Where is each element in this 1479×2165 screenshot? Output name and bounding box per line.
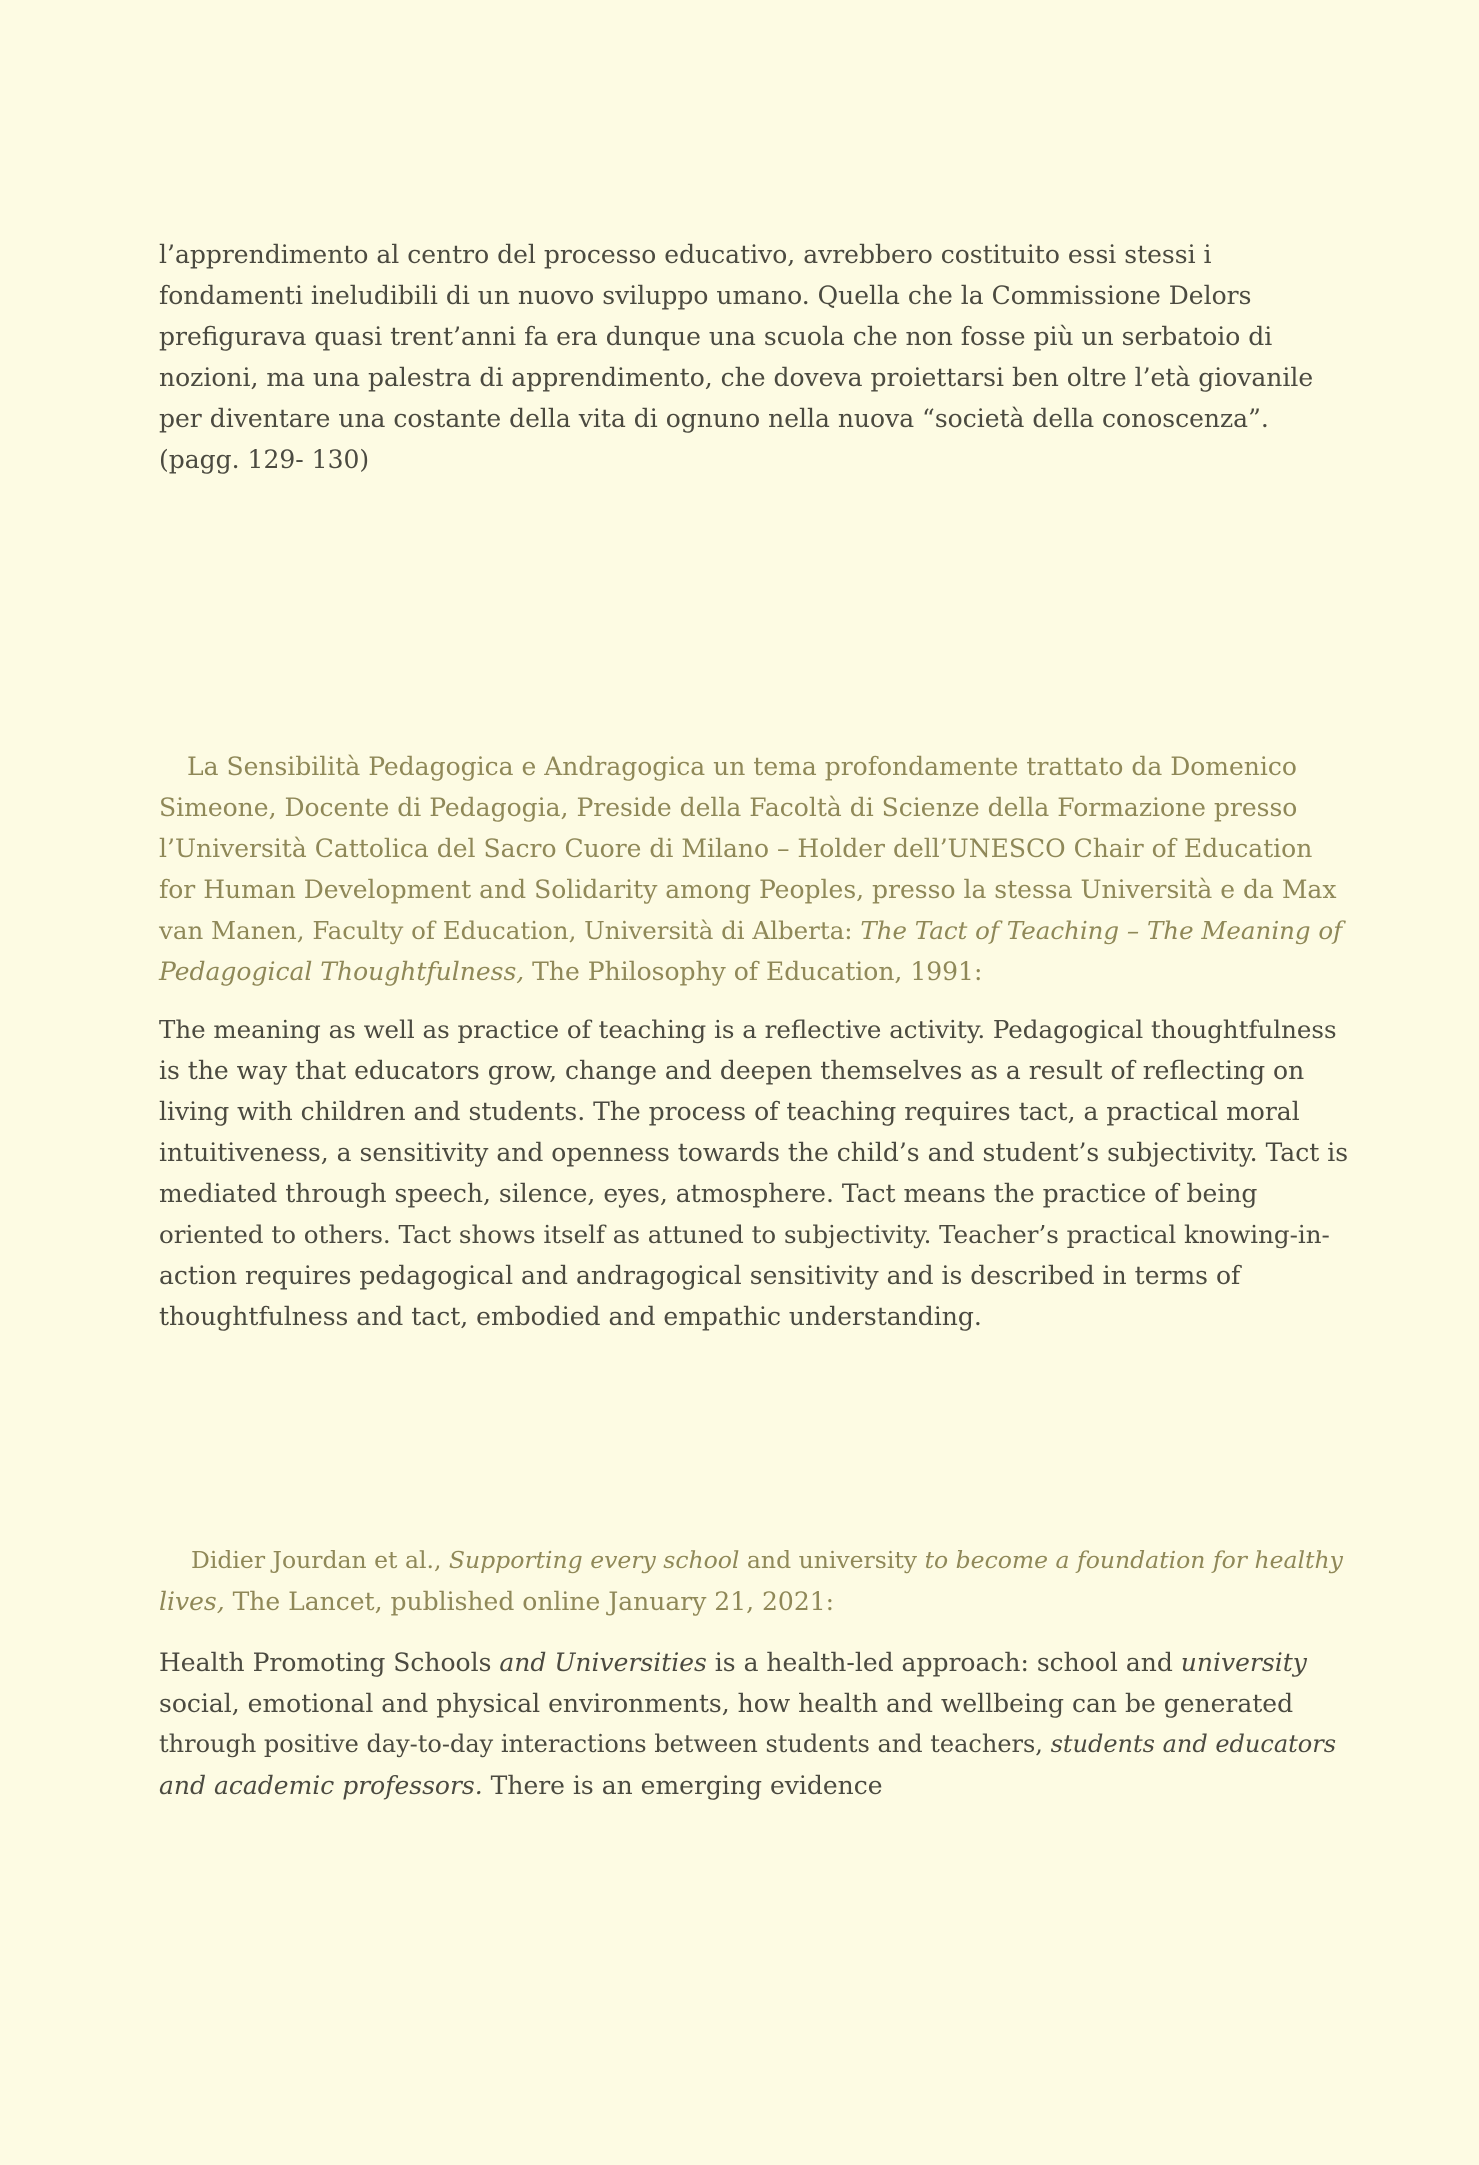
book-title: Pedagogical Thoughtfulness, xyxy=(159,957,525,986)
text-line: l’apprendimento al centro del processo educativo, avrebbero costituito essi stessi i xyxy=(159,240,1212,269)
quote-delors xyxy=(159,234,1349,480)
text-run: The Philosophy of Education, 1991: xyxy=(524,957,983,986)
text-line: intuitiveness, a sensitivity and openness towards the child’s and student’s subjectivity. Tact is xyxy=(159,1138,1349,1167)
text-line xyxy=(159,951,1349,992)
text-line xyxy=(159,910,1349,951)
text-line xyxy=(159,1765,1349,1806)
text-run: through positive day-to-day interactions between students and teachers, xyxy=(159,1730,1051,1758)
text-line: fondamenti ineludibili di un nuovo sviluppo umano. Quella che la Commissione Delors xyxy=(159,281,1252,310)
text-line: La Sensibilità Pedagogica e Andragogica un tema profondamente trattato da Domenico xyxy=(187,752,1297,781)
text-run: van Manen, Faculty of Education, Università di Alberta: xyxy=(159,916,861,945)
text-line: for Human Development and Solidarity among Peoples, presso la stessa Università e da Max xyxy=(159,875,1337,904)
text-line: nozioni, ma una palestra di apprendimento, che doveva proiettarsi ben oltre l’età giovanile xyxy=(159,363,1314,392)
text-line xyxy=(159,1642,1349,1683)
text-line: action requires pedagogical and andragogical sensitivity and is described in terms of xyxy=(159,1261,1241,1290)
text-line: The meaning as well as practice of teaching is a reflective activity. Pedagogical thoughtfulness xyxy=(159,1015,1337,1044)
text-line: mediated through speech, silence, eyes, atmosphere. Tact means the practice of being xyxy=(159,1179,1258,1208)
text-run: There is an emerging evidence xyxy=(482,1771,883,1800)
text-run: Didier Jourdan et al., xyxy=(191,1546,449,1574)
emphasis: and academic professors. xyxy=(159,1771,483,1800)
text-line: social, emotional and physical environments, how health and wellbeing can be generated xyxy=(159,1689,1294,1718)
article-title: to become a foundation for healthy xyxy=(924,1546,1343,1574)
article-title: Supporting every school xyxy=(448,1546,740,1574)
emphasis: students and educators xyxy=(1050,1730,1337,1758)
emphasis: university xyxy=(1180,1648,1307,1677)
text-run: Health Promoting Schools xyxy=(159,1648,500,1677)
text-line: per diventare una costante della vita di ognuno nella nuova “società della conoscenza”. xyxy=(159,404,1269,433)
text-line: prefigurava quasi trent’anni fa era dunque una scuola che non fosse più un serbatoio di xyxy=(159,322,1273,351)
text-run: and university xyxy=(739,1546,925,1574)
book-title: The Tact of Teaching – The Meaning of xyxy=(860,916,1343,945)
quote-jourdan xyxy=(159,1642,1349,1806)
text-line xyxy=(159,1540,1349,1581)
text-run: The Lancet, published online January 21, 2021: xyxy=(224,1587,835,1616)
text-line: living with children and students. The process of teaching requires tact, a practical moral xyxy=(159,1097,1300,1126)
text-run: is a health-led approach: school and xyxy=(706,1648,1181,1677)
quote-van-manen xyxy=(159,1009,1349,1337)
document-page xyxy=(159,0,1349,2165)
text-line: Simeone, Docente di Pedagogia, Preside della Facoltà di Scienze della Formazione presso xyxy=(159,793,1298,822)
text-line xyxy=(159,1581,1349,1622)
intro-simeone xyxy=(159,746,1349,992)
page-reference: (pagg. 129- 130) xyxy=(159,445,370,474)
text-line xyxy=(159,1724,1349,1765)
text-line: l’Università Cattolica del Sacro Cuore di Milano – Holder dell’UNESCO Chair of Education xyxy=(159,834,1313,863)
emphasis: and Universities xyxy=(499,1648,707,1677)
intro-jourdan xyxy=(159,1540,1349,1622)
text-line: thoughtfulness and tact, embodied and empathic understanding. xyxy=(159,1302,982,1331)
text-line: is the way that educators grow, change and deepen themselves as a result of reflecting on xyxy=(159,1056,1305,1085)
article-title: lives, xyxy=(159,1587,225,1616)
text-line: oriented to others. Tact shows itself as attuned to subjectivity. Teacher’s practical knowing-in- xyxy=(159,1220,1330,1249)
